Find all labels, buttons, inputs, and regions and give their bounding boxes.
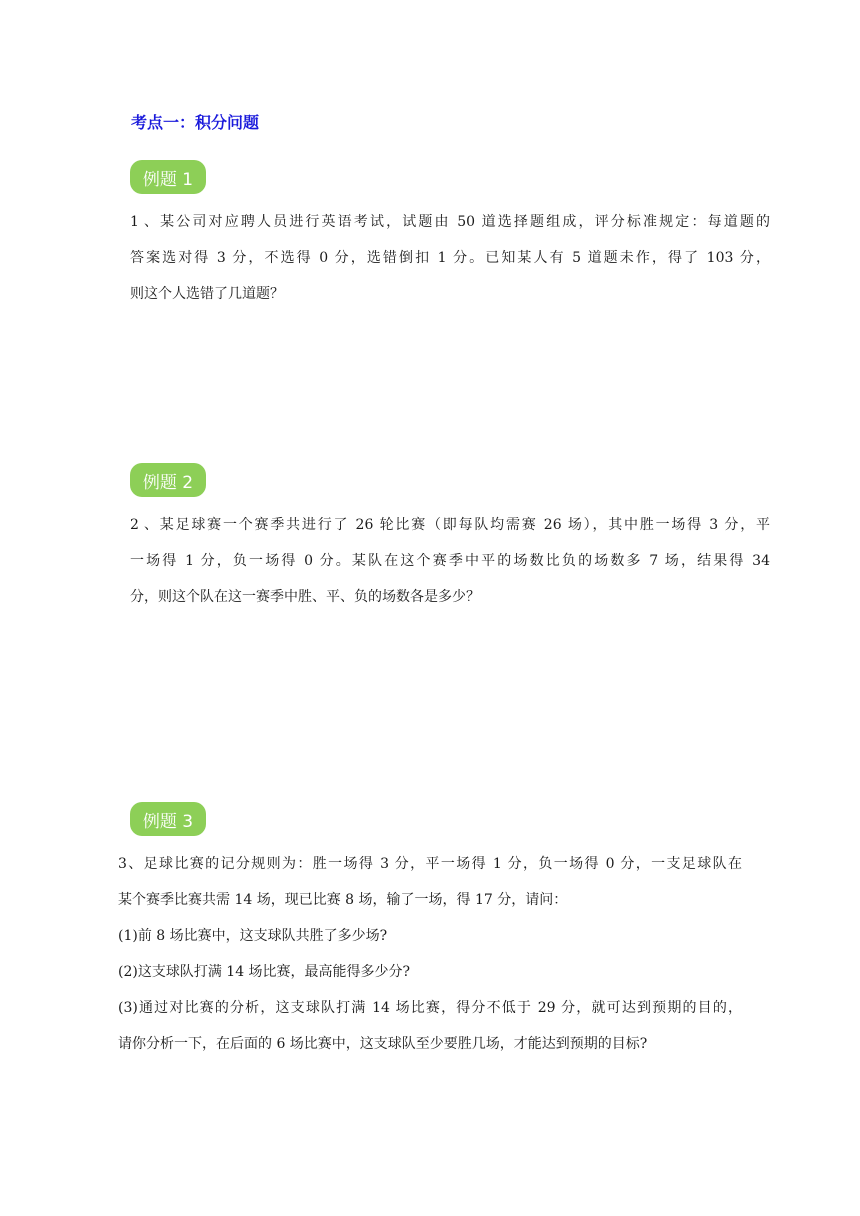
question-line: 则这个人选错了几道题？ [130,286,284,302]
sub-question-3-cont: 请你分析一下，在后面的 6 场比赛中，这支球队至少要胜几场，才能达到预期的目标? [118,1036,648,1052]
question-line: 一场得 1 分，负一场得 0 分。某队在这个赛季中平的场数比负的场数多 7 场，结果得 34 [130,553,770,569]
question-line: 某公司对应聘人员进行英语考试，试题由 50 道选择题组成，评分标准规定：每道题的 [158,214,770,230]
example-3-question [118,846,742,1062]
question-number: 1、 [130,214,158,230]
example-3-badge: 例题 3 [130,802,206,836]
sub-question-2: (2)这支球队打满 14 场比赛，最高能得多少分? [118,964,411,980]
question-line: 某个赛季比赛共需 14 场，现已比赛 8 场，输了一场，得 17 分，请问： [118,892,568,908]
question-line: 分，则这个队在这一赛季中胜、平、负的场数各是多少？ [130,589,480,605]
question-line: 3、足球比赛的记分规则为：胜一场得 3 分，平一场得 1 分，负一场得 0 分，一支足球队在 [118,856,742,872]
question-number: 2、 [130,517,158,533]
section-title: 考点一：积分问题 [131,113,260,132]
example-1-question [130,204,770,312]
question-line: 答案选对得 3 分，不选得 0 分，选错倒扣 1 分。已知某人有 5 道题未作，得了 103 分， [130,250,770,266]
question-line: 某足球赛一个赛季共进行了 26 轮比赛（即每队均需赛 26 场），其中胜一场得 3 分，平 [158,517,770,533]
sub-question-1: (1)前 8 场比赛中，这支球队共胜了多少场? [118,928,388,944]
sub-question-3: (3)通过对比赛的分析，这支球队打满 14 场比赛，得分不低于 29 分，就可达到预期的目的， [118,1000,742,1016]
example-1-badge: 例题 1 [130,160,206,194]
example-2-badge: 例题 2 [130,463,206,497]
example-2-question [130,507,770,615]
